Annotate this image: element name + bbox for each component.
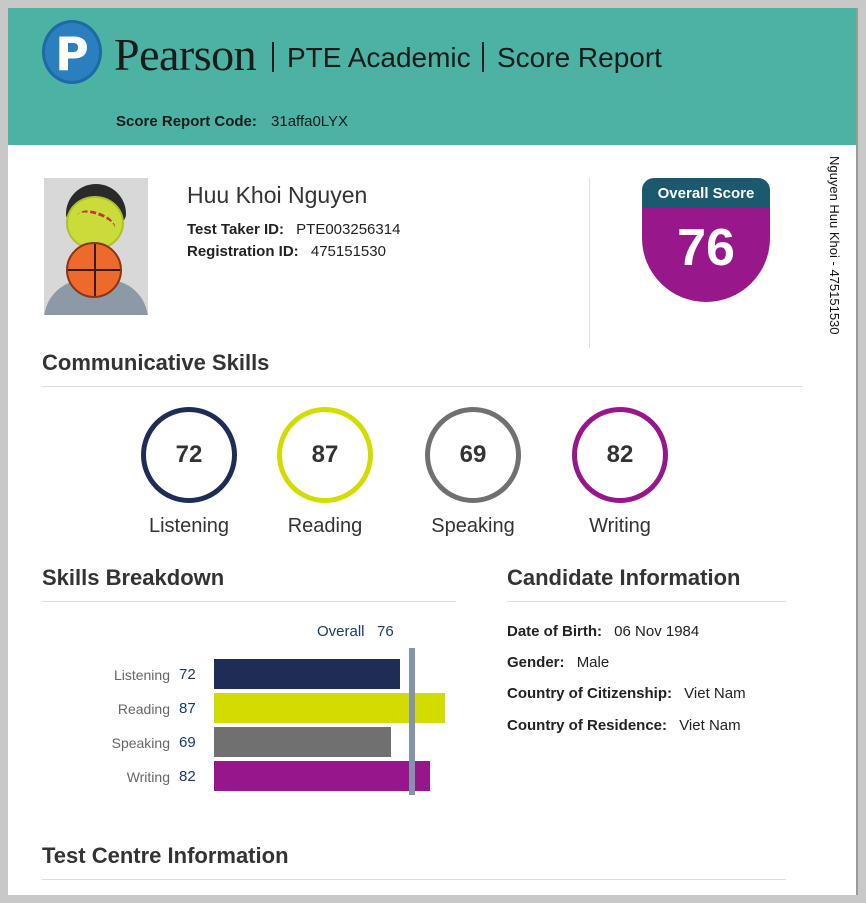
chart-overall-label: Overall [317,623,365,640]
communicative-skills-title: Communicative Skills [42,350,270,375]
section-divider [42,386,803,387]
vertical-candidate-id [826,156,844,356]
skill-circle-listening [141,407,237,503]
test-centre-information-title: Test Centre Information [42,843,289,868]
info-row-dob [507,623,699,640]
candidate-name: Huu Khoi Nguyen [187,182,368,208]
skill-label-reading: Reading [287,515,363,537]
score-report-code-value: 31affa0LYX [271,113,349,130]
product-name: PTE Academic [287,42,471,73]
registration-id [187,243,386,260]
score-report-code [116,113,348,130]
skill-circle-reading [277,407,373,503]
info-label: Date of Birth: [507,623,602,640]
overall-reference-line [409,648,415,795]
info-value: 06 Nov 1984 [614,623,700,640]
header-divider [482,42,484,72]
info-label: Country of Residence: [507,717,668,734]
bar-writing [214,761,430,791]
info-label: Gender: [507,654,565,671]
basketball-icon [66,242,122,298]
skills-breakdown-title: Skills Breakdown [42,565,225,590]
test-taker-id-label: Test Taker ID: [187,221,284,238]
registration-id-label: Registration ID: [187,243,299,260]
bar-value-speaking: 69 [179,734,196,751]
skill-circle-speaking [425,407,521,503]
info-value: Male [576,654,610,671]
section-divider [42,601,456,602]
score-report-page [8,8,858,895]
bar-listening [214,659,400,689]
candidate-photo [44,178,148,315]
bar-value-writing: 82 [179,768,196,785]
bar-value-reading: 87 [179,700,196,717]
skill-circle-writing [572,407,668,503]
skill-score-listening: 72 [175,441,203,468]
skill-score-reading: 87 [311,441,339,468]
bar-label-speaking: Speaking [111,735,170,751]
vertical-candidate-id-text: Nguyen Huu Khoi - 475151530 [827,156,842,335]
overall-score-value: 76 [677,219,735,277]
skill-score-writing: 82 [606,441,634,468]
skill-label-listening: Listening [148,515,230,537]
overall-score-badge [642,178,770,302]
info-label: Country of Citizenship: [507,685,672,702]
bar-label-writing: Writing [126,769,170,785]
candidate-information-title: Candidate Information [507,565,741,590]
report-title: Score Report [497,42,662,73]
bar-speaking [214,727,391,757]
score-report-code-label: Score Report Code: [116,113,257,130]
bar-label-listening: Listening [113,667,170,683]
test-taker-id-value: PTE003256314 [296,221,401,238]
brand-name: Pearson [114,29,257,80]
skill-score-speaking: 69 [459,441,487,468]
info-row-citizenship [507,685,746,702]
section-divider [42,879,786,880]
bar-label-reading: Reading [117,701,170,717]
skill-label-speaking: Speaking [431,515,515,537]
section-divider [507,601,786,602]
info-row-gender [507,654,609,671]
bar-value-listening: 72 [179,666,196,683]
registration-id-value: 475151530 [310,243,386,260]
skill-label-writing: Writing [589,515,651,537]
chart-overall-value: 76 [377,623,394,640]
header-vertical-divider [589,178,590,348]
pearson-p-icon: P [55,27,89,81]
test-taker-id [187,221,400,238]
info-value: Viet Nam [679,717,741,734]
pearson-logo [42,20,102,84]
info-value: Viet Nam [684,685,746,702]
overall-score-label: Overall Score [657,185,755,202]
info-row-residence [507,717,741,734]
report-header [8,8,858,145]
header-divider [272,42,274,72]
